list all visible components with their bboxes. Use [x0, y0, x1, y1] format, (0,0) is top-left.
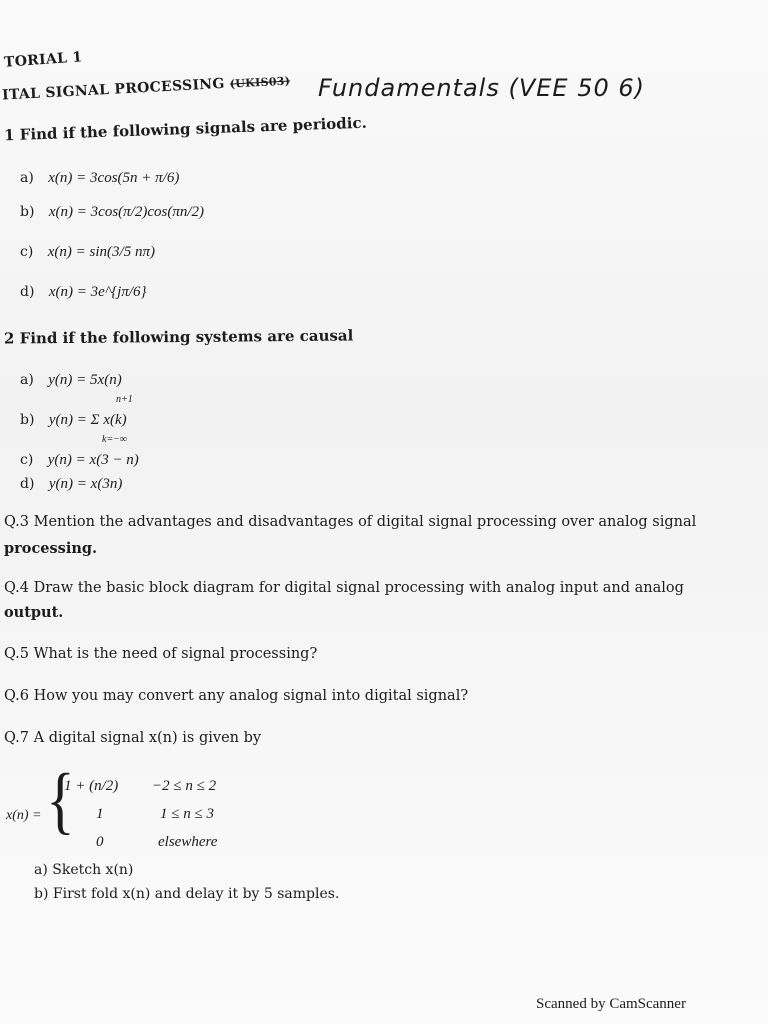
q1-item-d: [20, 284, 147, 301]
q1-item-a-expr: x(n) = 3cos(5n + π/6): [48, 170, 180, 186]
q1-item-d-expr: x(n) = 3e^{jπ/6}: [48, 284, 147, 300]
q1-item-b-expr: x(n) = 3cos(π/2)cos(πn/2): [48, 204, 204, 220]
q7-piecewise-brace: {: [46, 758, 75, 842]
q7-text: Q.7 A digital signal x(n) is given by: [4, 730, 262, 746]
q2-item-d-id: d): [20, 476, 35, 492]
q4-line-1: Q.4 Draw the basic block diagram for digital signal processing with analog input and analog: [4, 580, 684, 596]
q7-part-b: b) First fold x(n) and delay it by 5 samples.: [34, 886, 340, 902]
q1-item-b: [20, 204, 204, 221]
q2-item-a: [20, 372, 122, 389]
q7-case-2-condition: 1 ≤ n ≤ 3: [160, 806, 214, 822]
q2-item-c: [20, 452, 139, 469]
q1-prompt: 1 Find if the following signals are periodic.: [3, 113, 368, 145]
q2-sum-upper-limit: n+1: [116, 394, 133, 405]
struck-course-code: (UKIS03): [229, 74, 291, 91]
q3-line-2: processing.: [4, 540, 98, 557]
q3-line-1: Q.3 Mention the advantages and disadvantages of digital signal processing over analog signal: [4, 514, 697, 530]
q5-text: Q.5 What is the need of signal processing?: [4, 646, 318, 662]
q2-prompt: 2 Find if the following systems are causal: [3, 326, 354, 348]
q2-sum-lower-limit: k=−∞: [102, 434, 128, 445]
subject-title: [2, 72, 291, 103]
q2-item-a-expr: y(n) = 5x(n): [48, 372, 122, 388]
handwritten-course-note: Fundamentals (VEE 50 6): [318, 74, 646, 102]
q2-item-c-id: c): [20, 452, 34, 468]
q1-item-b-id: b): [20, 204, 35, 220]
q2-item-d: [20, 476, 122, 493]
subject-prefix: ITAL SIGNAL PROCESSING: [1, 75, 226, 104]
camscanner-footer: Scanned by CamScanner: [536, 996, 686, 1012]
q1-item-a-id: a): [20, 170, 34, 186]
q4-line-2: output.: [4, 604, 64, 621]
q7-case-3-condition: elsewhere: [158, 834, 218, 850]
q1-item-c: [20, 244, 155, 261]
q7-piecewise-lhs: x(n) =: [6, 808, 42, 823]
q1-item-a: [20, 170, 179, 187]
q7-case-2-value: 1: [96, 806, 104, 822]
q1-item-d-id: d): [20, 284, 35, 300]
q7-case-3-value: 0: [96, 834, 104, 850]
q1-item-c-id: c): [20, 244, 34, 260]
q2-item-b-id: b): [20, 412, 35, 428]
q2-item-a-id: a): [20, 372, 34, 388]
q7-case-1-condition: −2 ≤ n ≤ 2: [152, 778, 217, 794]
q7-part-a: a) Sketch x(n): [34, 862, 134, 878]
tutorial-number: TORIAL 1: [3, 49, 83, 71]
q1-item-c-expr: x(n) = sin(3/5 nπ): [47, 244, 155, 260]
q6-text: Q.6 How you may convert any analog signal into digital signal?: [4, 688, 469, 704]
q2-item-d-expr: y(n) = x(3n): [48, 476, 123, 492]
q2-item-b: [20, 412, 127, 429]
q2-item-b-expr: y(n) = Σ x(k): [48, 412, 127, 428]
q7-case-1-value: 1 + (n/2): [64, 778, 119, 794]
q2-item-c-expr: y(n) = x(3 − n): [47, 452, 139, 468]
